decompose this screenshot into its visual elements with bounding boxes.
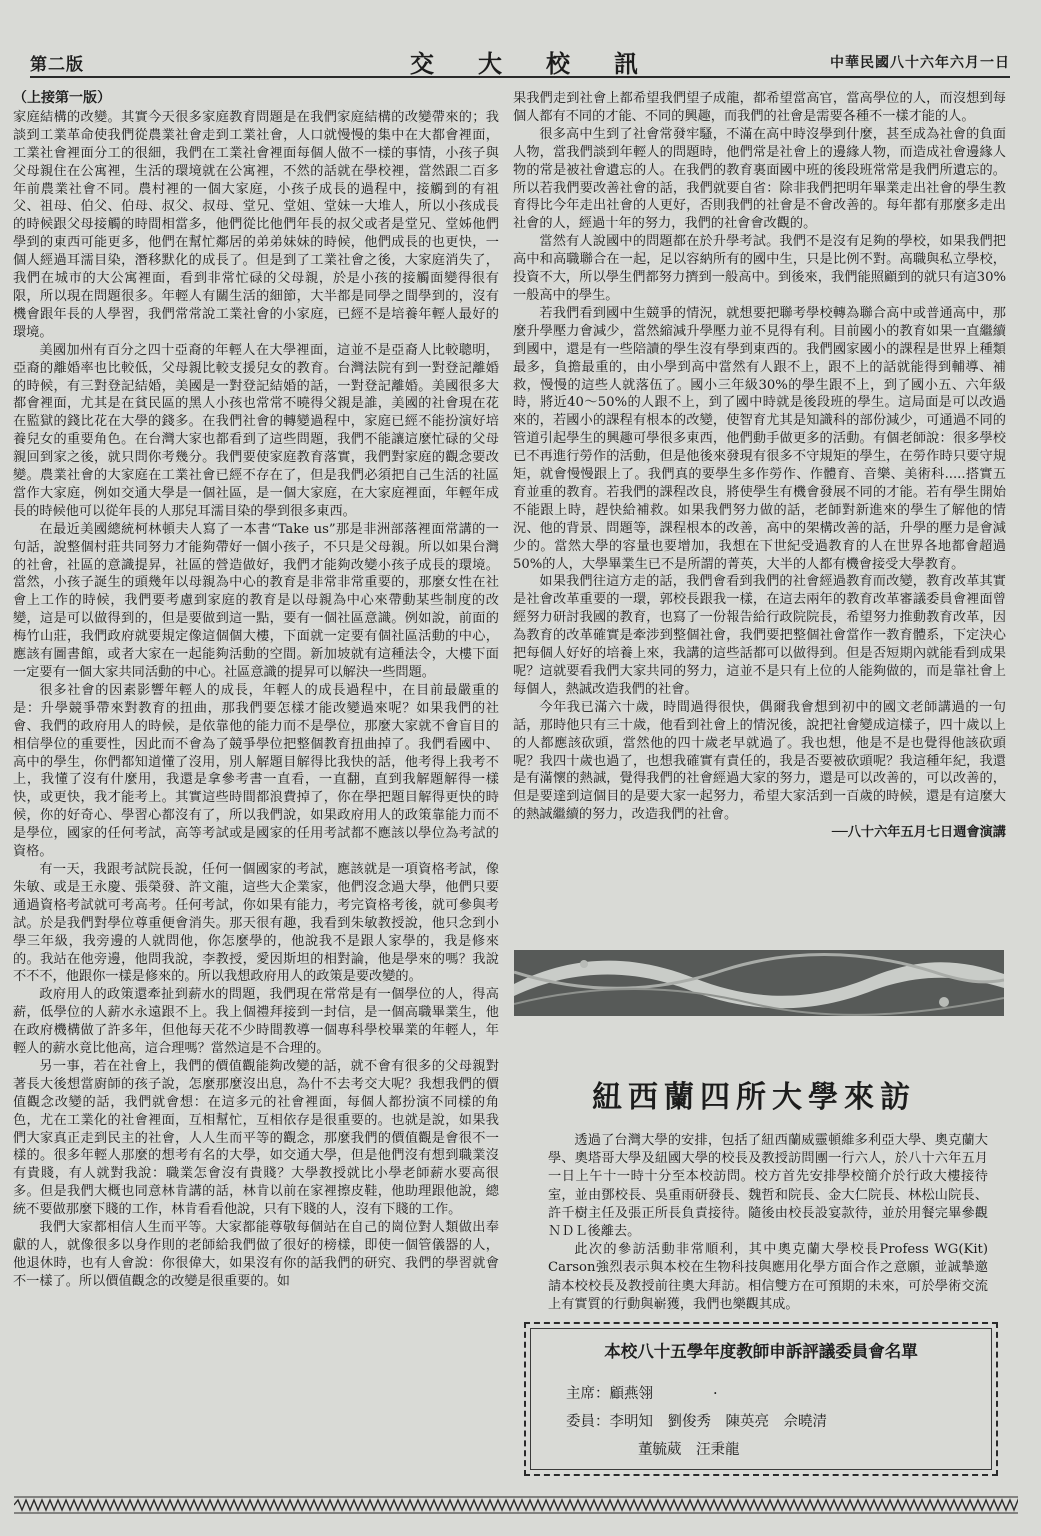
article-paragraph: 如果我們往這方走的話，我們會看到我們的社會經過教育而改變，教育改革其實是社會改革重要的一環，郭校長跟我一樣，在這去兩年的教育改革審議委員會裡面曾經努力研討我國的教育，也寫了一份報告給行政院院長，希望努力推動教育改革，因為教育的改革確實是牽涉到整個社會，我們要把整個社會當作一教育體系，下定決心把每個人好好的培養上來，我講的這些話都可以做得到。但是否短期內就能看到成果呢？這就要看我們大家共同的努力，這並不是只有上位的人能夠做的，而是靠社會上每個人，熱誠改造我們的社會。 <box>513 574 1006 697</box>
decorative-banner <box>514 950 1004 1016</box>
article-paragraph: 很多社會的因素影響年輕人的成長，年輕人的成長過程中，在目前最嚴重的是：升學競爭帶來對教育的扭曲，那我們要怎樣才能改變過來呢？如果我們的社會、我們的政府用人的時候，是依靠他的能力而不是學位，那麼大家就不會盲目的相信學位的重要性，因此而不會為了競爭學位把整個教育扭曲掉了。我們看國中、高中的學生，你們都知道懂了沒用，別人解題目解得比我快的話，他考得上我考不上，我懂了沒有什麼用，我還是拿參考書一直看，一直翻，直到我解題解得一樣快，或更快，我才能考上。其實這些時間都浪費掉了，你在學把題目解得更快的時候，你的好奇心、學習心都沒有了，所以我們說，如果政府用人的政策靠能力而不是學位，國家的任何考試，高等考試或是國家的任用考試都不應該以學位為考試的資格。 <box>13 682 499 860</box>
edition-label: 第二版 <box>30 55 84 75</box>
article-paragraph: 在最近美國總統柯林頓夫人寫了一本書“Take us”那是非洲部落裡面常講的一句話，說整個村莊共同努力才能夠帶好一個小孩子，不只是父母親。所以如果台灣的社會，社區的意識提昇，社區的營造做好，我們才能夠改變小孩子成長的環境。當然，小孩子誕生的頭幾年以母親為中心的教育是非常非常重要的，那麼女性在社會上工作的時候，我們要考慮到家庭的教育是以母親為中心來帶動某些制度的改變，這是可以做得到的，但是要做到這一點，要有一個社區意識。例如說，前面的梅竹山莊，我們政府就要規定像這個個大樓，下面就一定要有個社區活動的中心，應該有圖書館，或者大家在一起能夠活動的空間。新加坡就有這種法令，大樓下面一定要有一個大家共同活動的中心。社區意識的提昇可以解決一些問題。 <box>13 521 499 680</box>
issue-date: 中華民國八十六年六月一日 <box>830 55 1010 71</box>
article-right-column <box>513 90 1006 925</box>
article-paragraph: 家庭結構的改變。其實今天很多家庭教育問題是在我們家庭結構的改變帶來的；我談到工業革命使我們從農業社會走到工業社會，人口就慢慢的集中在大都會裡面，工業社會裡面分工的很細，我們在工業社會裡面每個人做不一樣的事情，小孩子與父母親住在公寓裡，生活的環境就在公寓裡，不然的話就在學校裡，當然跟二百多年前農業社會不同。農村裡的一個大家庭，小孩子成長的過程中，接觸到的有祖父、祖母、伯父、伯母、叔父、叔母、堂兄、堂姐、堂妹一大堆人，所以小孩成長的時候跟父母接觸的時間相當多，他們從比他們年長的叔父或者是堂兄、堂姊他們學到的東西可能更多，他們在幫忙鄰居的弟弟妹妹的時候，他們成長的也更快，一個人經過耳濡目染，潛移默化的成長了。但是到了工業社會之後，大家庭消失了，我們在城市的大公寓裡面，看到非常忙碌的父母親，於是小孩的接觸面變得很有限，所以現在問題很多。年輕人有關生活的細節，大半都是同學之間學到的，沒有機會跟年長的人學習，我們常常說工業社會的小家庭，已經不是培養年輕人最好的環境。 <box>13 109 499 340</box>
chair-name: 顧燕翎 <box>609 1386 653 1402</box>
members-label: 委員： <box>566 1414 610 1430</box>
article-left-column <box>13 90 499 1480</box>
visit-article-body <box>548 1132 988 1314</box>
committee-title: 本校八十五學年度教師申訴評議委員會名單 <box>604 1342 918 1361</box>
chair-label: 主席： <box>566 1386 610 1402</box>
members-list-1: 李明知 劉俊秀 陳英亮 佘曉清 <box>609 1414 827 1430</box>
wave-pattern-icon <box>514 950 1004 1016</box>
members-list-2: 董毓葳 汪秉龍 <box>638 1442 740 1458</box>
chair-mark: · <box>713 1386 718 1402</box>
article-paragraph: 若我們看到國中生競爭的情況，就想要把聯考學校轉為聯合高中或普通高中，那麼升學壓力會減少，當然縮減升學壓力並不見得有利。目前國小的教育如果一直繼續到國中，還是有一些陪讀的學生沒有學到東西的。我們國家國小的課程是世界上種類最多，負擔最重的，由小學到高中當然有人跟不上，跟不上的話就能得到輔導、補救，慢慢的這些人就落伍了。國小三年級30%的學生跟不上，到了國小五、六年級時，將近40～50%的人跟不上，到了國中時就是後段班的學生。這局面是可以改過來的，若國小的課程有根本的改變，使智育尤其是知識科的部份減少，可通過不同的管道引起學生的興趣可學很多東西，他們動手做更多的活動。有個老師說：很多學校已不再進行勞作的活動，但是他後來發現有很多不守規矩的學生，在勞作時只要守規矩，就會慢慢跟上了。我們真的要學生多作勞作、作體育、音樂、美術科.....搭實五育並重的教育。若我們的課程改良，將使學生有機會發展不同的才能。若有學生開始不能跟上時，趕快給補救。如果我們努力做的話，老師對新進來的學生了解他的情況、他的背景、問題等，課程根本的改善，高中的架構改善的話，升學的壓力是會減少的。當然大學的容量也要增加，我想在下世紀受過教育的人在世界各地都會超過50%的人，大學畢業生已不是所謂的菁英，大半的人都有機會接受大學教育。 <box>513 305 1006 572</box>
committee-members-line-2 <box>638 1438 740 1459</box>
article-paragraph: 很多高中生到了社會常發牢騷，不滿在高中時沒學到什麼，甚至成為社會的負面人物，當我們談到年輕人的問題時，他們常是社會上的邊緣人物，而造成社會邊緣人物的常是被社會遺忘的人。在我們的教育裏面國中班的後段班常常是我們所遺忘的。所以若我們要改善社會的話，我們就要自省：除非我們把明年畢業走出社會的學生教育得比今年走出社會的人更好，否則我們的社會是不會改善的。每年都有那麼多走出社會的人，經過十年的努力，我們的社會會改觀的。 <box>513 126 1006 232</box>
continued-label: （上接第一版） <box>13 90 111 106</box>
speech-signature-line <box>513 824 1006 842</box>
visit-paragraph: 此次的參訪活動非常順利，其中奧克蘭大學校長Profess WG(Kit) Carson強烈表示與本校在生物科技與應用化學方面合作之意願，並誠摯邀請本校校長及教授前往奧大拜訪。相信雙方在可預期的未來，可於學術交流上有實質的行動與嶄獲，我們也樂觀其成。 <box>548 1242 988 1312</box>
visit-paragraph: 透過了台灣大學的安排，包括了紐西蘭威靈頓維多利亞大學、奧克蘭大學、奧塔哥大學及紐國大學的校長及教授訪問團一行六人，於八十六年五月一日上午十一時十分至本校訪問。校方首先安排學校簡介於行政大樓接待室，並由鄧校長、吳重雨研發長、魏哲和院長、金大仁院長、林松山院長、許千樹主任及張正所長負責接待。隨後由校長設宴款待，並於用餐完畢參觀ＮＤＬ後離去。 <box>548 1133 988 1240</box>
visit-article-title: 紐西蘭四所大學來訪 <box>592 1080 916 1115</box>
article-paragraph: 今年我已滿六十歲，時間過得很快，偶爾我會想到初中的國文老師講過的一句話，那時他只有三十歲，他看到社會上的情況後，說把社會變成這樣子，四十歲以上的人都應該砍頭，當然他的四十歲老早就過了。我也想，他是不是也覺得他該砍頭呢？我四十歲也過了，也想我確實有責任的，我是否要被砍頭呢？我這種年紀，我還是有滿懷的熱誠，覺得我們的社會經過大家的努力，還是可以改善的，可以改善的，但是要達到這個目的是要大家一起努力，希望大家活到一百歲的時候，還是有這麼大的熱誠繼續的努力，改造我們的社會。 <box>513 699 1006 823</box>
article-paragraph: 另一事，若在社會上，我們的價值觀能夠改變的話，就不會有很多的父母親對著長大後想當廚師的孩子說，怎麼那麼沒出息，為什不去考交大呢？我想我們的價值觀念改變的話，我們就會想：在這多元的社會裡面，每個人都扮演不同樣的角色，尤在工業化的社會裡面，互相幫忙，互相依存是很重要的。也就是說，如果我們大家真正走到民主的社會，人人生而平等的觀念，那麼我們的價值觀是會很不一樣的。很多年輕人那麼的想考有名的大學，如交通大學，但是他們沒有想到職業沒有貴賤，有人就對我說：職業怎會沒有貴賤？大學教授就比小學老師薪水要高很多。但是我們大概也同意林肯講的話，林肯以前在家裡擦皮鞋，他助理跟他說，總統不要做那麼下賤的工作，林肯看看他說，只有下賤的人，沒有下賤的工作。 <box>13 1058 499 1218</box>
article-paragraph: 當然有人說國中的問題都在於升學考試。我們不是沒有足夠的學校，如果我們把高中和高職聯合在一起，足以容納所有的國中生，只是比例不對。高職與私立學校，投資不大，所以學生們都努力擠到一般高中。到後來，我們能照顧到的就只有這30%一般高中的學生。 <box>513 234 1006 303</box>
masthead-title: 交大校訊 <box>410 49 682 78</box>
article-paragraph: 有一天，我跟考試院長說，任何一個國家的考試，應該就是一項資格考試，像朱敏、或是王永慶、張榮發、許文龍，這些大企業家，他們沒念過大學，他們只要通過資格考試就可考高考。任何考試，你如果有能力，考完資格考後，就可參與考試。於是我們對學位尊重便會消失。那天很有趣，我看到朱敏教授說，他只念到小學三年級，我旁邊的人就問他，你怎麼學的，他說我不是跟人家學的，我是修來的。我站在他旁邊，他問我說，李教授，愛因斯坦的相對論，他是學來的嗎？我說不不不，他跟你一樣是修來的。所以我想政府用人的政策是要改變的。 <box>13 861 499 985</box>
article-paragraph: 政府用人的政策還牽扯到薪水的問題，我們現在常常是有一個學位的人，得高薪，低學位的人薪水永遠跟不上。我上個禮拜接到一封信，是一個高職畢業生，他在政府機構做了許多年，但他每天花不少時間教導一個專科學校畢業的年輕人，年輕人的薪水竟比他高，這合理嗎？當然這是不合理的。 <box>13 987 499 1057</box>
committee-chair-line <box>566 1382 718 1403</box>
decorative-footer-border <box>14 1496 1018 1514</box>
committee-box <box>524 1322 998 1476</box>
page-header <box>30 48 1010 78</box>
article-paragraph: 果我們走到社會上都希望我們望子成龍，都希望當高官，當高學位的人，而沒想到每個人都有不同的才能、不同的興趣，而我們的社會是需要各種不一樣才能的人。 <box>513 91 1006 124</box>
zigzag-border-icon <box>14 1496 1018 1514</box>
article-paragraph: 我們大家都相信人生而平等。大家都能尊敬每個站在自己的崗位對人類做出奉獻的人，就像很多以身作則的老師給我們做了很好的榜樣，即使一個管儀器的人，他退休時，也有人會說：你很偉大，如果沒有你的話我們的研究、我們的學習就會不一樣了。所以價值觀念的改變是很重要的。如 <box>13 1220 499 1289</box>
committee-members-line <box>566 1410 827 1431</box>
article-paragraph: 美國加州有百分之四十亞裔的年輕人在大學裡面，這並不是亞裔人比較聰明，亞裔的離婚率也比較低，父母親比較支援兒女的教育。台灣法院有到一對登記離婚的時候，有三對登記結婚，美國是一對登記結婚的話，一對登記離婚。美國很多大都會裡面，尤其是在貧民區的黑人小孩也常常不曉得父親是誰，美國的社會現在花在監獄的錢比花在大學的錢多。在我們社會的轉變過程中，家庭已經不能扮演好培養兒女的重要角色。在台灣大家也都看到了這些問題，我們不能讓這麼忙碌的父母親回到家之後，就只問你考幾分。我們要使家庭教育落實，我們對家庭的觀念要改變。農業社會的大家庭在工業社會已經不存在了，但是我們必須把自己生活的社區當作大家庭，例如交通大學是一個社區，是一個大家庭，在大家庭裡面，年輕年成長的時候他可以從年長的人那兒耳濡目染的學到很多東西。 <box>13 342 499 519</box>
speech-signature: ──八十六年五月七日週會演講 <box>831 825 1006 841</box>
